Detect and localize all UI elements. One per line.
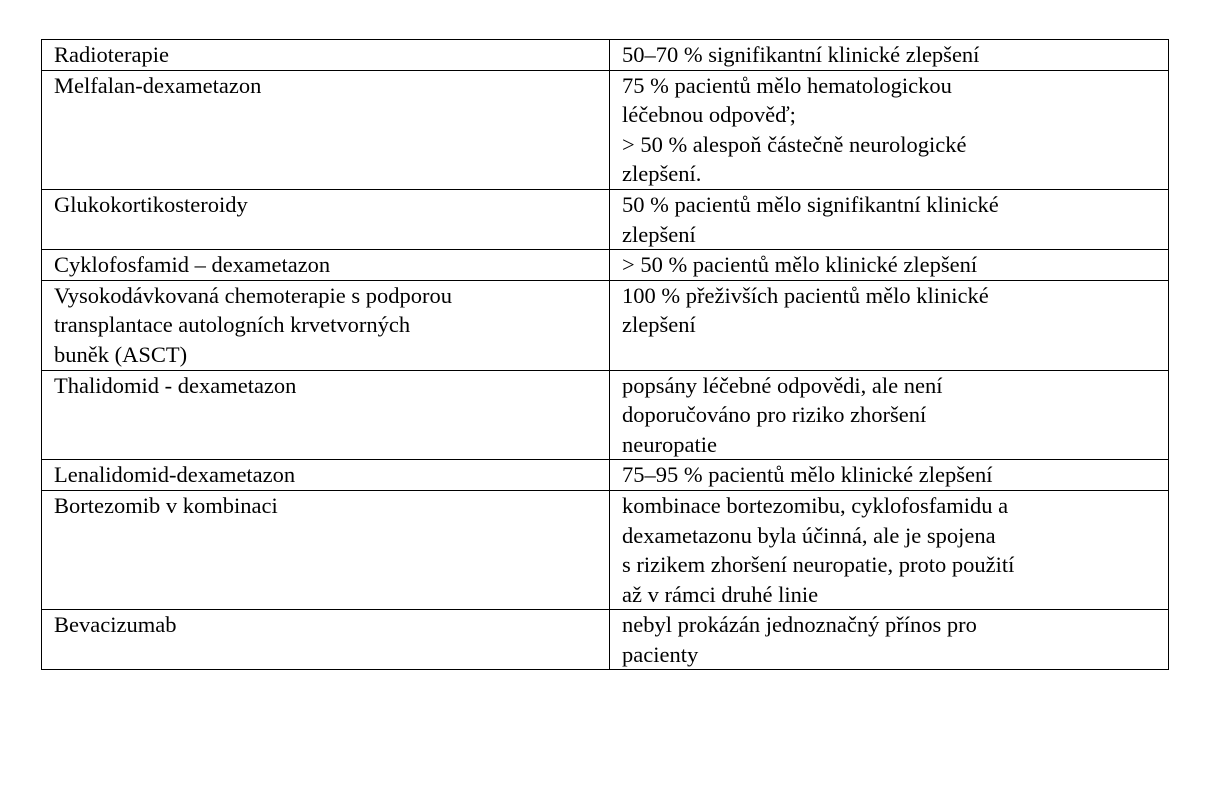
table-body [42,40,1169,670]
outcome-cell [610,280,1169,370]
table-row [42,70,1169,189]
outcome-cell [610,490,1169,609]
therapy-text: Bortezomib v kombinaci [54,492,278,518]
outcome-text: 100 % přeživších pacientů mělo klinické [622,282,989,308]
therapy-text: buněk (ASCT) [54,341,188,367]
outcome-cell [610,610,1169,670]
therapy-text: Radioterapie [54,42,169,67]
outcome-cell [610,189,1169,249]
outcome-text: neuropatie [622,431,717,457]
outcome-cell [610,460,1169,491]
therapy-cell [42,189,610,249]
outcome-text: zlepšení [622,221,696,247]
table-row [42,40,1169,71]
therapy-cell [42,40,610,71]
therapy-cell [42,460,610,491]
outcome-text: pacienty [622,641,699,667]
outcome-text: 50–70 % signifikantní klinické zlepšení [622,42,980,67]
outcome-cell [610,70,1169,189]
outcome-text: 50 % pacientů mělo signifikantní klinické [622,191,999,217]
outcome-text: doporučováno pro riziko zhoršení [622,402,927,428]
outcome-text: > 50 % alespoň částečně neurologické [622,131,967,157]
outcome-text: zlepšení. [622,161,702,187]
therapy-text: transplantace autologních krvetvorných [54,312,411,338]
therapy-cell [42,490,610,609]
outcome-text: 75 % pacientů mělo hematologickou [622,72,952,98]
treatment-outcomes-table [41,39,1169,670]
therapy-text: Thalidomid - dexametazon [54,372,297,398]
therapy-text: Lenalidomid-dexametazon [54,462,296,488]
table-row [42,280,1169,370]
outcome-text: s rizikem zhoršení neuropatie, proto použití [622,552,1015,578]
outcome-text: zlepšení [622,312,696,338]
table-row [42,490,1169,609]
outcome-cell [610,250,1169,281]
therapy-text: Melfalan-dexametazon [54,72,262,98]
therapy-text: Cyklofosfamid – dexametazon [54,252,331,278]
table-row [42,250,1169,281]
table-row [42,189,1169,249]
therapy-cell [42,70,610,189]
outcome-text: kombinace bortezomibu, cyklofosfamidu a [622,492,1009,518]
therapy-cell [42,610,610,670]
therapy-cell [42,370,610,460]
outcome-text: popsány léčebné odpovědi, ale není [622,372,943,398]
therapy-text: Bevacizumab [54,612,177,638]
outcome-text: až v rámci druhé linie [622,581,819,607]
outcome-text: > 50 % pacientů mělo klinické zlepšení [622,252,978,278]
therapy-text: Glukokortikosteroidy [54,191,248,217]
outcome-text: nebyl prokázán jednoznačný přínos pro [622,612,977,638]
table-row [42,460,1169,491]
outcome-cell [610,370,1169,460]
therapy-cell [42,250,610,281]
therapy-cell [42,280,610,370]
outcome-cell [610,40,1169,71]
outcome-text: 75–95 % pacientů mělo klinické zlepšení [622,462,993,488]
outcome-text: dexametazonu byla účinná, ale je spojena [622,522,996,548]
table-row [42,370,1169,460]
therapy-text: Vysokodávkovaná chemoterapie s podporou [54,282,453,308]
table-row [42,610,1169,670]
outcome-text: léčebnou odpověď; [622,102,796,128]
